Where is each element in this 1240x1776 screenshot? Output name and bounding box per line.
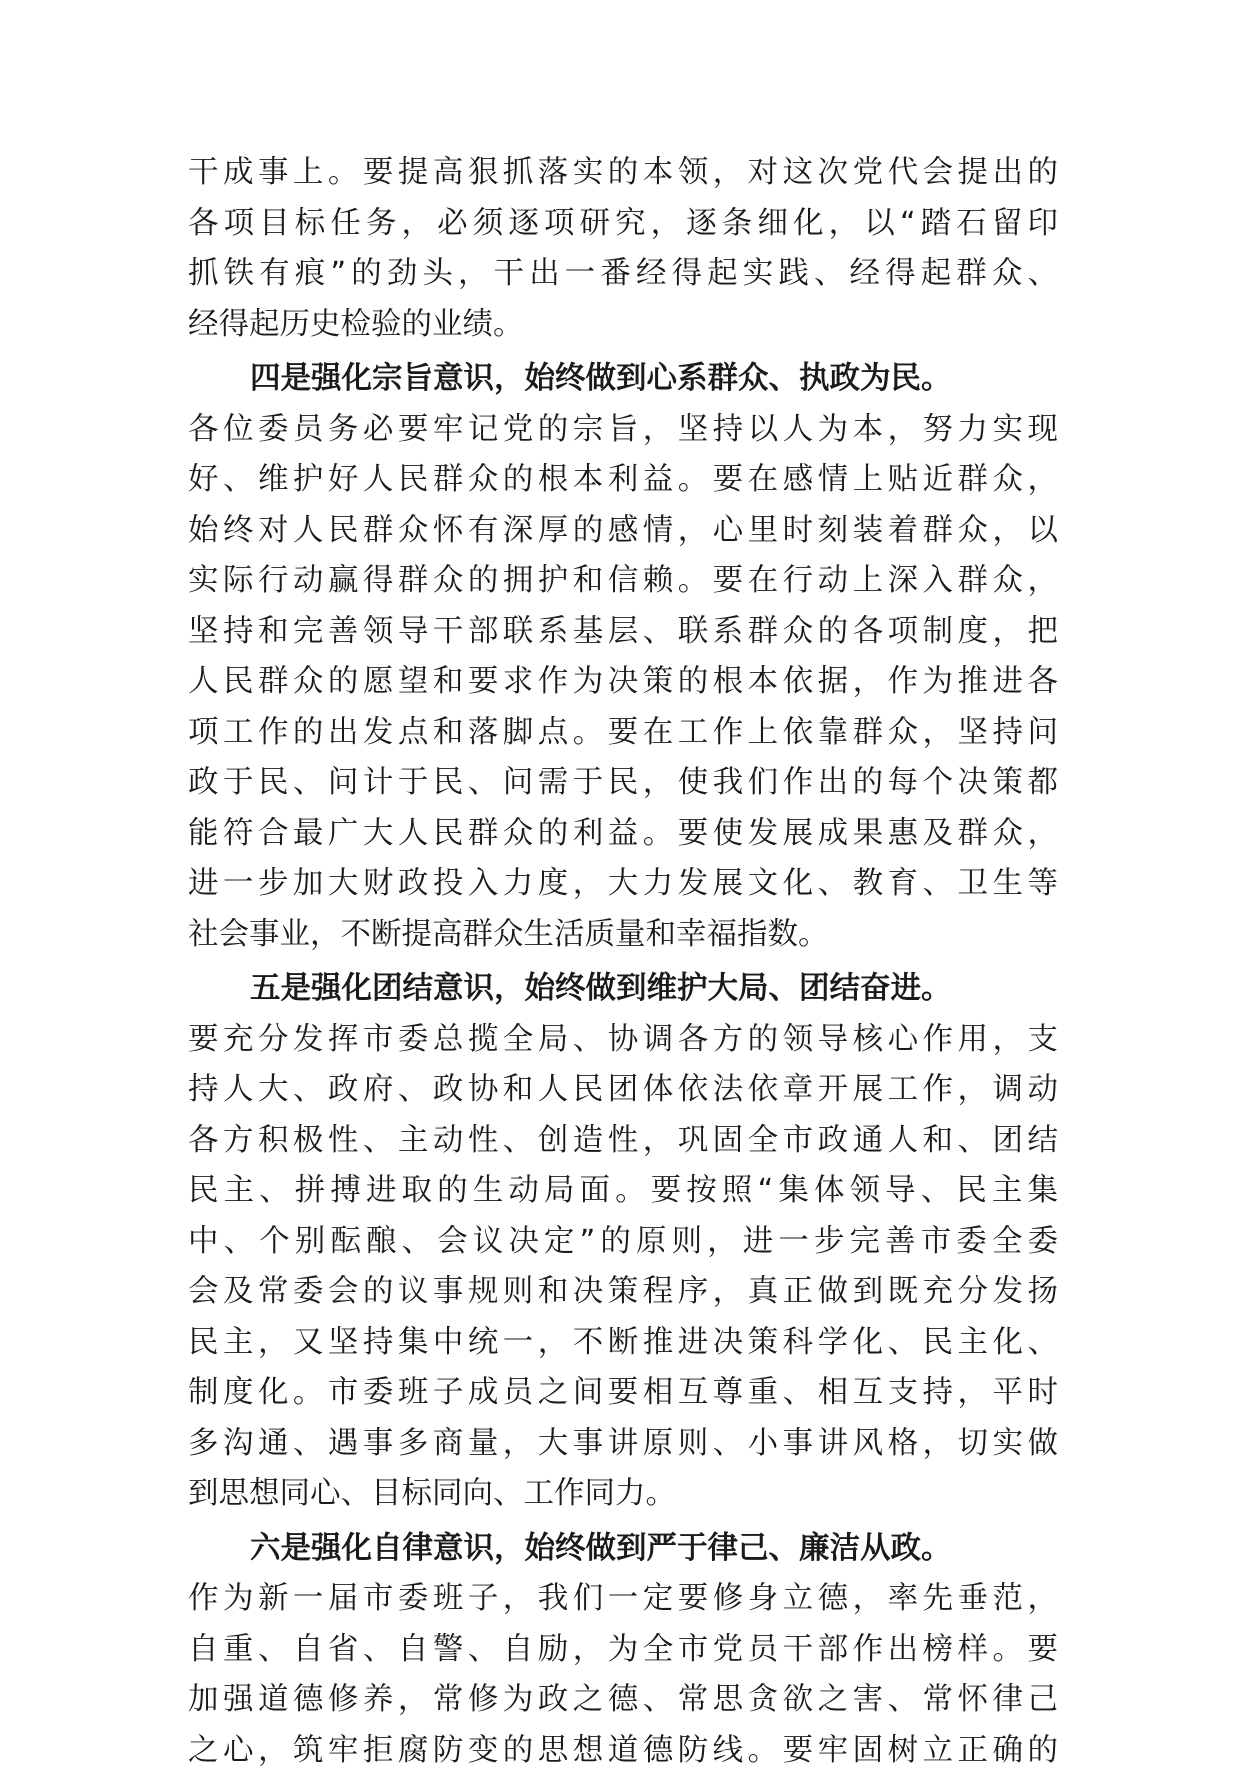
text-line: 能符合最广大人民群众的利益。要使发展成果惠及群众， <box>188 809 1058 860</box>
text-line: 民主，又坚持集中统一，不断推进决策科学化、民主化、 <box>188 1318 1058 1369</box>
text-line: 好、维护好人民群众的根本利益。要在感情上贴近群众， <box>188 455 1058 506</box>
text-line: 自重、自省、自警、自励，为全市党员干部作出榜样。要 <box>188 1625 1058 1676</box>
text-line: 实际行动赢得群众的拥护和信赖。要在行动上深入群众， <box>188 556 1058 607</box>
text-line: 各位委员务必要牢记党的宗旨，坚持以人为本，努力实现 <box>188 405 1058 456</box>
text-line: 项工作的出发点和落脚点。要在工作上依靠群众，坚持问 <box>188 708 1058 759</box>
text-line: 人民群众的愿望和要求作为决策的根本依据，作为推进各 <box>188 657 1058 708</box>
text-line: 进一步加大财政投入力度，大力发展文化、教育、卫生等 <box>188 859 1058 910</box>
text-line: 经得起历史检验的业绩。 <box>188 300 1058 351</box>
text-line: 持人大、政府、政协和人民团体依法依章开展工作，调动 <box>188 1065 1058 1116</box>
text-line: 始终对人民群众怀有深厚的感情，心里时刻装着群众，以 <box>188 506 1058 557</box>
text-line: 民主、拼搏进取的生动局面。要按照“集体领导、民主集 <box>188 1166 1058 1217</box>
text-line: 各方积极性、主动性、创造性，巩固全市政通人和、团结 <box>188 1116 1058 1167</box>
text-line: 加强道德修养，常修为政之德、常思贪欲之害、常怀律己 <box>188 1675 1058 1726</box>
text-line: 干成事上。要提高狠抓落实的本领，对这次党代会提出的 <box>188 148 1058 199</box>
text-line: 政于民、问计于民、问需于民，使我们作出的每个决策都 <box>188 758 1058 809</box>
section-heading-five: 五是强化团结意识，始终做到维护大局、团结奋进。 <box>188 964 1058 1015</box>
section-heading-four: 四是强化宗旨意识，始终做到心系群众、执政为民。 <box>188 354 1058 405</box>
text-line: 抓铁有痕”的劲头，干出一番经得起实践、经得起群众、 <box>188 249 1058 300</box>
text-line: 多沟通、遇事多商量，大事讲原则、小事讲风格，切实做 <box>188 1419 1058 1470</box>
text-line: 坚持和完善领导干部联系基层、联系群众的各项制度，把 <box>188 607 1058 658</box>
text-line: 会及常委会的议事规则和决策程序，真正做到既充分发扬 <box>188 1267 1058 1318</box>
text-line: 作为新一届市委班子，我们一定要修身立德，率先垂范， <box>188 1574 1058 1625</box>
text-line: 中、个别酝酿、会议决定”的原则，进一步完善市委全委 <box>188 1217 1058 1268</box>
text-line: 之心，筑牢拒腐防变的思想道德防线。要牢固树立正确的 <box>188 1726 1058 1776</box>
text-line: 各项目标任务，必须逐项研究，逐条细化，以“踏石留印 <box>188 199 1058 250</box>
text-line: 制度化。市委班子成员之间要相互尊重、相互支持，平时 <box>188 1368 1058 1419</box>
text-line: 到思想同心、目标同向、工作同力。 <box>188 1469 1058 1520</box>
section-heading-six: 六是强化自律意识，始终做到严于律己、廉洁从政。 <box>188 1524 1058 1575</box>
document-page <box>188 148 1058 1776</box>
text-line: 社会事业，不断提高群众生活质量和幸福指数。 <box>188 910 1058 961</box>
text-line: 要充分发挥市委总揽全局、协调各方的领导核心作用，支 <box>188 1015 1058 1066</box>
